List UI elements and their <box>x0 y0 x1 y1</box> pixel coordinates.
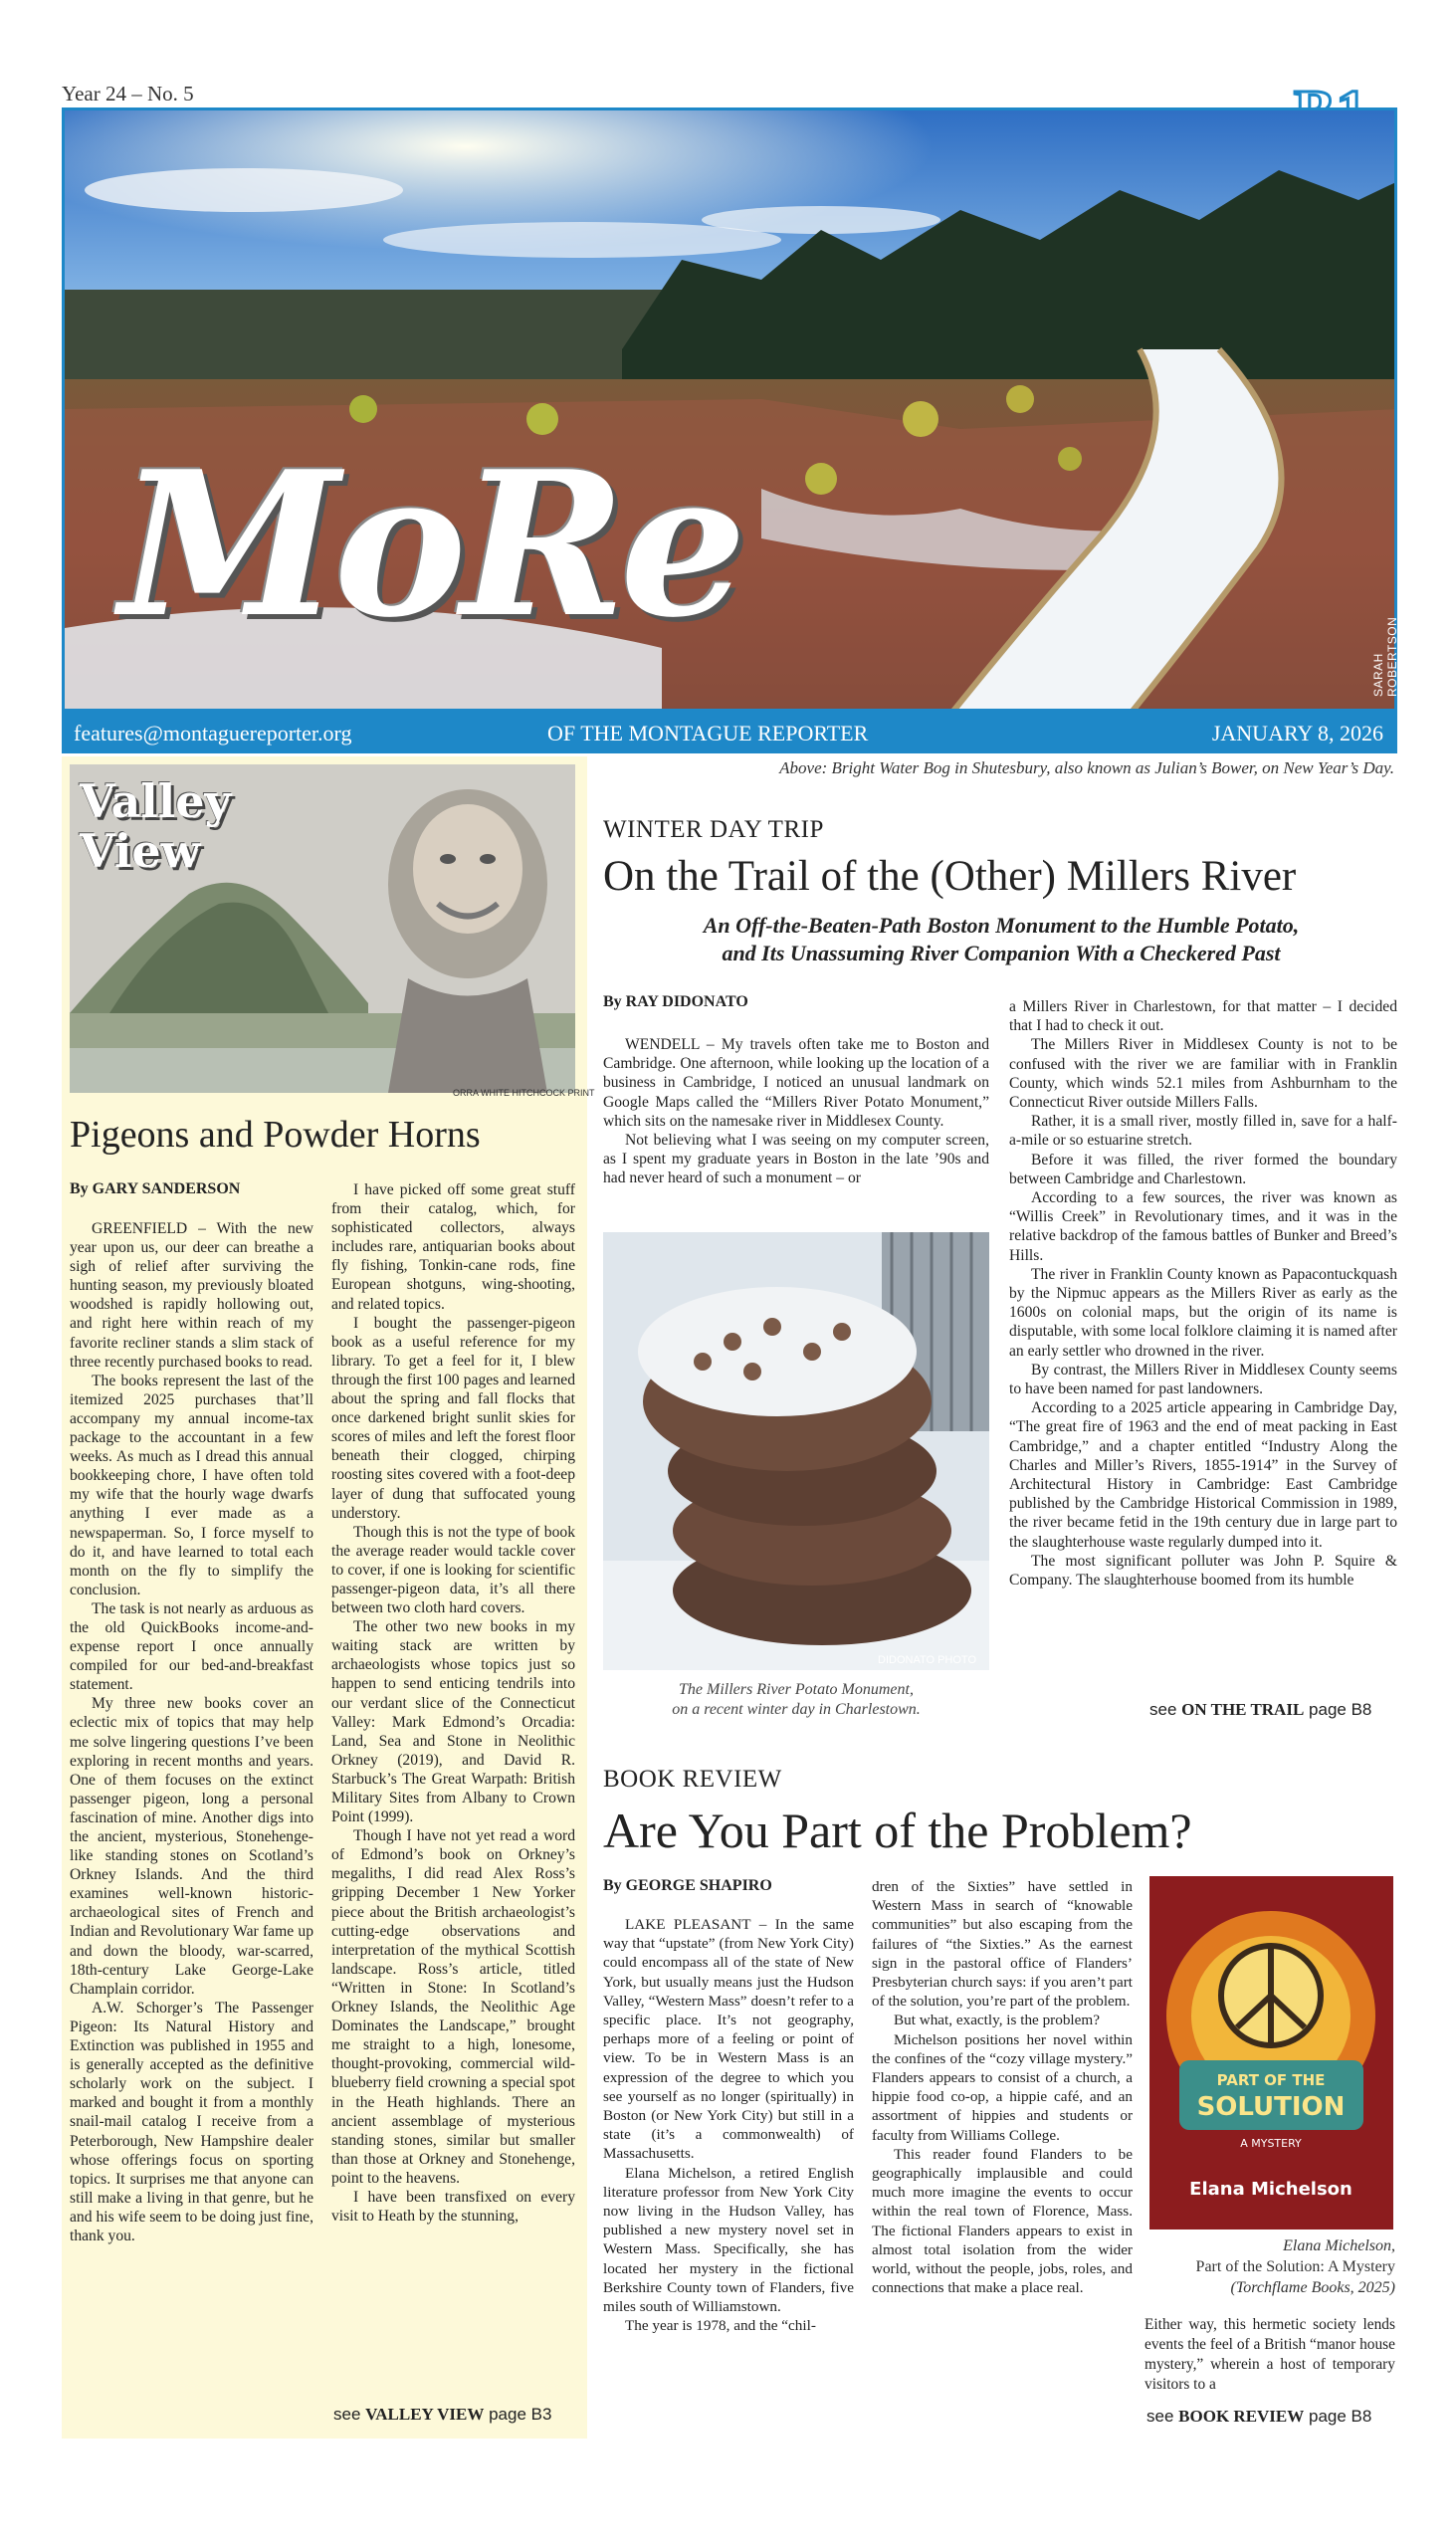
review-kicker: BOOK REVIEW <box>603 1766 782 1793</box>
trail-dek-line2: and Its Unassuming River Companion With a Checkered Past <box>722 941 1281 965</box>
review-column-2 <box>872 1877 1133 2297</box>
issue-number: Year 24 – No. 5 <box>62 82 194 106</box>
book-caption-title: Part of the Solution: A Mystery <box>1195 2258 1395 2275</box>
jump-page: page B8 <box>1309 1700 1372 1719</box>
paragraph: I bought the passenger-pigeon book as a useful reference for my library. To get a feel for it, I blew through the first 100 pages and learned about the spring and fall flocks that once darkened bright sunlit skies for scores of miles and left the forest floor beneath their clogged, chirping roosting sites covered with a foot-deep layer of dung that suffocated young understory. <box>331 1314 575 1522</box>
paragraph: According to a few sources, the river was known as “Willis Creek” in Revolutionary times, and it was in the relative backdrop of the famous battles of Bunker and Breed’s Hills. <box>1009 1189 1397 1264</box>
book-caption-publisher: (Torchflame Books, 2025) <box>1230 2279 1395 2296</box>
jump-target: ON THE TRAIL <box>1181 1700 1305 1719</box>
valley-view-jump[interactable] <box>333 2405 551 2425</box>
paragraph: I have picked off some great stuff from their catalog, which, for sophisticated collectors, always includes rare, antiquarian books about fly fishing, Tonkin-cane rods, fine European shotguns, wing-shooting, and related topics. <box>331 1181 575 1313</box>
paragraph: But what, exactly, is the problem? <box>894 2012 1100 2029</box>
potato-photo-caption <box>603 1680 989 1720</box>
paragraph: I have been transfixed on every visit to Heath by the stunning, <box>331 2188 575 2226</box>
trail-byline: By RAY DIDONATO <box>603 993 748 1010</box>
valley-view-title-line2: View <box>80 824 201 878</box>
paragraph: Though this is not the type of book the average reader would tackle cover to cover, if one is looking for scientific passenger-pigeon data, it’s all there between two cloth hard covers. <box>331 1523 575 1617</box>
jump-prefix: see <box>1149 1700 1177 1719</box>
section-name: OF THE MONTAGUE REPORTER <box>547 721 869 745</box>
contact-email[interactable]: features@montaguereporter.org <box>74 721 352 745</box>
valley-view-title-line1: Valley <box>80 774 232 828</box>
paragraph: My three new books cover an eclectic mix of topics that may help me solve lingering questions I’ve been exploring in recent months and years. One of them focuses on the extinct passenger pigeon, long a personal fascination of mine. Another digs into the ancient, mysterious, Stonehenge-like standing stones on Scotland’s Orkney Islands. And the third examines well-known historic-archaeological sites of French and Indian and Revolutionary War fame up and down the bloody, war-scarred, 18th-century Lake George-Lake Champlain corridor. <box>70 1695 313 1998</box>
review-column-3 <box>1144 2315 1395 2395</box>
trail-jump[interactable] <box>1149 1700 1371 1720</box>
paragraph: Before it was filled, the river formed the boundary between Cambridge and Charlestown. <box>1009 1151 1397 1187</box>
trail-headline: On the Trail of the (Other) Millers River <box>603 853 1297 900</box>
paragraph: This reader found Flanders to be geographically implausible and could much more imagine the events to occur within the real town of Florence, Mass. The fictional Flanders appears to exist in almost total isolation from the wider world, without the people, jobs, roles, and connections that make a place real. <box>872 2145 1133 2297</box>
section-bar <box>62 712 1397 753</box>
pigeons-headline: Pigeons and Powder Horns <box>70 1114 481 1156</box>
jump-target: VALLEY VIEW <box>365 2405 485 2424</box>
paragraph: The most significant polluter was John P. Squire & Company. The slaughterhouse boomed from its humble <box>1009 1552 1397 1590</box>
trail-kicker: WINTER DAY TRIP <box>603 816 824 843</box>
trail-dek <box>603 912 1399 967</box>
pigeons-column-2 <box>331 1180 575 2226</box>
cover-title-1: PART OF THE <box>1216 2071 1326 2089</box>
illustration-credit: ORRA WHITE HITCHCOCK PRINT <box>453 1088 595 1098</box>
trail-column-1 <box>603 1035 989 1188</box>
paragraph: Either way, this hermetic society lends events the feel of a British “manor house mystery,” wherein a host of temporary visitors to a <box>1144 2316 1395 2393</box>
paragraph: The books represent the last of the itemized 2025 purchases that’ll accompany my annual income-tax package to the accountant in a few weeks. As much as I dread this annual bookkeeping chore, I have often told my wife that the hourly wage dwarfs anything I ever made as a newspaperman. So, I force myself to do it, and have learned to total each month on the fly to simplify the conclusion. <box>70 1372 313 1598</box>
valley-view-title <box>80 776 231 876</box>
review-jump[interactable] <box>1146 2407 1371 2427</box>
trail-column-2 <box>1009 997 1397 1590</box>
paragraph: Though I have not yet read a word of Edmond’s book on Orkney’s megaliths, I did read Alex Ross’s gripping December 1 New Yorker piece about the British archaeologist’s cutting-edge observations and interpretation of the mythical Scottish landscape. Ross’s article, titled “Written in Stone: In Scotland’s Orkney Islands, the Neolithic Age Dominates the Landscape,” brought me straight to a high, lonesome, thought-provoking, commercial wild-blueberry field crowning a special spot in the Heath highlands. There an ancient assemblage of mysterious standing stones, similar but smaller than those at Orkney and Stonehenge, point to the heavens. <box>331 1827 575 2187</box>
book-cover <box>1149 1876 1393 2230</box>
paragraph: GREENFIELD – With the new year upon us, our deer can breathe a sigh of relief after surviving the hunting season, my previously bloated woodshed is rapidly hollowing out, and right here within reach of my favorite recliner stands a slim stack of three recently purchased books to read. <box>70 1220 313 1371</box>
book-cover-art <box>1149 1876 1393 2230</box>
masthead-logo: MoRe <box>119 428 741 662</box>
review-column-1 <box>603 1897 854 2335</box>
paragraph: The task is not nearly as arduous as the old QuickBooks income-and-expense report I once annually compiled for our bed-and-breakfast statement. <box>70 1599 313 1694</box>
pigeons-column-1 <box>70 1219 313 2245</box>
paragraph: Michelson positions her novel within the confines of the “cozy village mystery.” Flanders appears to consist of a church, a hippie food co-op, a hippie café, and an assortment of hippies and students or faculty from Williams College. <box>872 2030 1133 2144</box>
potato-photo-credit: DIDONATO PHOTO <box>878 1654 977 1666</box>
jump-prefix: see <box>1146 2407 1174 2426</box>
pigeons-byline: By GARY SANDERSON <box>70 1180 241 1197</box>
caption-line1: The Millers River Potato Monument, <box>679 1681 914 1698</box>
book-caption-author: Elana Michelson, <box>1283 2237 1395 2254</box>
paragraph: a Millers River in Charlestown, for that matter – I decided that I had to check it out. <box>1009 998 1397 1035</box>
review-byline: By GEORGE SHAPIRO <box>603 1877 772 1894</box>
paragraph: LAKE PLEASANT – In the same way that “upstate” (from New York City) could encompass all of the state of New York, but usually means just the Hudson Valley, “Western Mass” doesn’t refer to a specific place. It’s not geography, perhaps more of a feeling or point of view. To be in Western Mass is an expression of the degree to which you see yourself as no longer (spiritually) in Boston (or New York City) but still in a state (it’s a commonwealth) of Massachusetts. <box>603 1916 854 2163</box>
hero-caption: Above: Bright Water Bog in Shutesbury, also known as Julian’s Bower, on New Year’s Day. <box>779 758 1394 777</box>
paragraph: WENDELL – My travels often take me to Boston and Cambridge. One afternoon, while looking up the location of a business in Cambridge, I noticed an unusual landmark on Google Maps called the “Millers River Potato Monument,” which sits on the namesake river in Middlesex County. <box>603 1036 989 1130</box>
paragraph: The river in Franklin County known as Papacontuckquash by the Nipmuc appears as the Millers River as early as the 1600s on colonial maps, but the origin of its name is disputable, with some local folklore claiming it is named after an early settler who drowned in the river. <box>1009 1265 1397 1360</box>
jump-page: page B8 <box>1309 2407 1372 2426</box>
potato-monument-photo <box>603 1232 989 1670</box>
jump-target: BOOK REVIEW <box>1178 2407 1305 2426</box>
jump-page: page B3 <box>489 2405 552 2424</box>
review-headline: Are You Part of the Problem? <box>603 1803 1192 1858</box>
hero-photo-credit: SARAH ROBERTSON PHOTO <box>1371 616 1413 697</box>
jump-prefix: see <box>333 2405 361 2424</box>
paragraph: Not believing what I was seeing on my computer screen, as I spent my graduate years in Boston in the late ’90s and had never heard of such a monument – or <box>603 1132 989 1187</box>
paragraph: The Millers River in Middlesex County is not to be confused with the river we are familiar with in Franklin County, which winds 52.1 miles from Ashburnham to the Connecticut River outside Millers Falls. <box>1009 1036 1397 1112</box>
paragraph: The other two new books in my waiting stack are written by archaeologists whose topics just so happen to send enticing tendrils into our verdant slice of the Connecticut Valley: Mark Edmond’s Orcadia: Land, Sea and Stone in Neolithic Orkney (2019), and David R. Starbuck’s The Great Warpath: British Military Sites from Albany to Crown Point (1999). <box>331 1618 575 1826</box>
trail-dek-line1: An Off-the-Beaten-Path Boston Monument to the Humble Potato, <box>703 913 1300 938</box>
issue-date: JANUARY 8, 2026 <box>1211 721 1383 745</box>
paragraph: dren of the Sixties” have settled in Western Mass in search of “knowable communities” but also escaping from the failures of “the Sixties.” As the earnest sign in the pastoral office of Flanders’ Presbyterian church says: if you aren’t part of the solution, you’re part of the problem. <box>872 1878 1133 2011</box>
paragraph: A.W. Schorger’s The Passenger Pigeon: Its Natural History and Extinction was published in 1955 and is generally accepted as the definitive scholarly work on the subject. I marked and bought it from a monthly snail-mail catalog I receive from a Peterborough, New Hampshire dealer whose offerings focus on sporting topics. It surprises me that anyone can still make a living in that genre, but he and his wife seem to be doing just fine, thank you. <box>70 1999 313 2244</box>
paragraph: Elana Michelson, a retired English literature professor from New York City now living in the Hudson Valley, has published a new mystery novel set in Western Mass. Specifically, she has located her mystery in the fictional Berkshire County town of Flanders, five miles south of Williamstown. <box>603 2164 854 2316</box>
caption-line2: on a recent winter day in Charlestown. <box>672 1701 921 1718</box>
cover-title-2: SOLUTION <box>1196 2092 1346 2122</box>
cover-author: Elana Michelson <box>1189 2179 1352 2200</box>
potato-monument-image <box>603 1232 989 1670</box>
cover-subtitle: A MYSTERY <box>1240 2137 1302 2150</box>
book-caption <box>1135 2235 1395 2298</box>
paragraph: Rather, it is a small river, mostly filled in, save for a half-a-mile or so estuarine stretch. <box>1009 1113 1397 1150</box>
paragraph: By contrast, the Millers River in Middlesex County seems to have been named for past landowners. <box>1009 1361 1397 1398</box>
paragraph: The year is 1978, and the “chil- <box>625 2317 816 2335</box>
paragraph: According to a 2025 article appearing in Cambridge Day, “The great fire of 1963 and the end of meat packing in East Cambridge,” and a chapter entitled “Industry Along the Charles and Miller’s Rivers, 1855-1914” in the Survey of Architectural History in Cambridge: East Cambridge published by the Cambridge Historical Commission in 1989, the river became fetid in the 19th century due in large part to the slaughterhouse waste regularly dumped into it. <box>1009 1399 1397 1551</box>
